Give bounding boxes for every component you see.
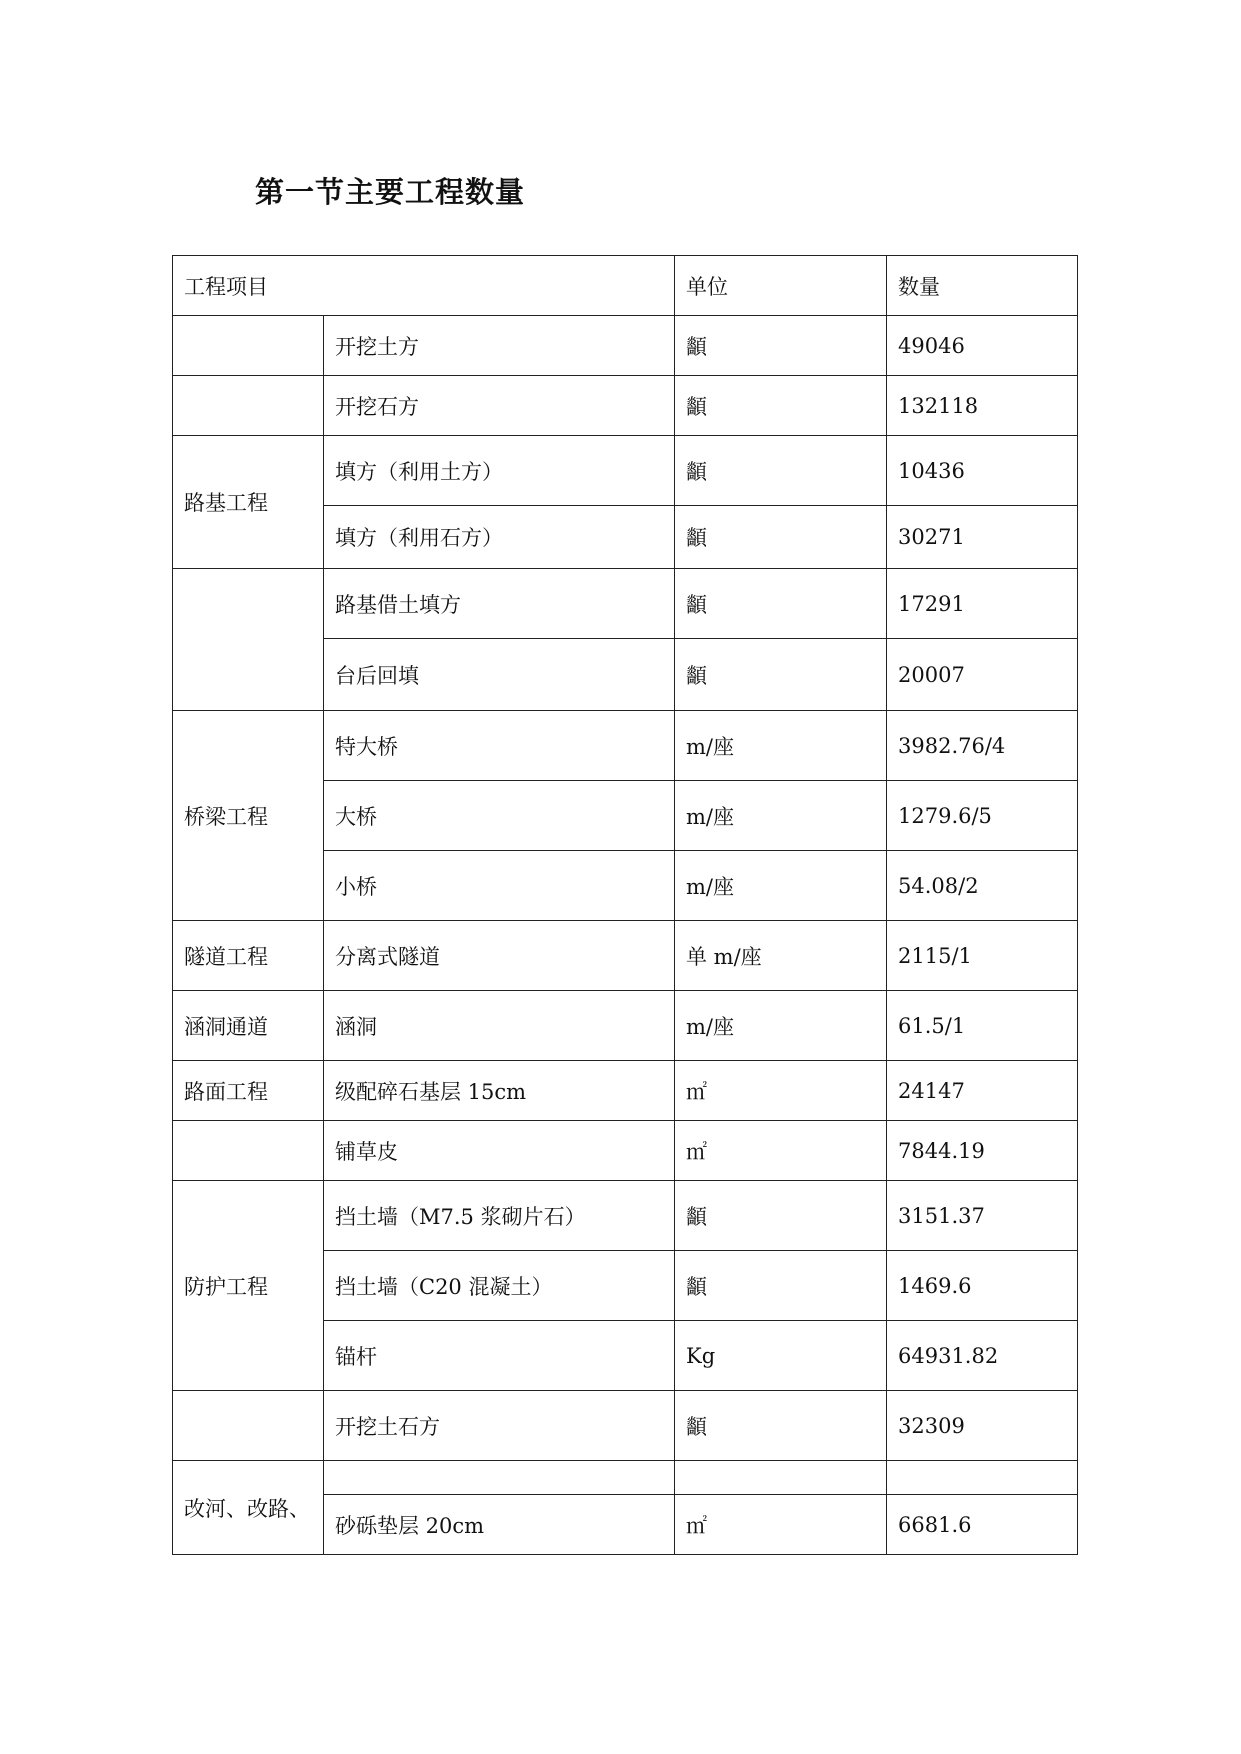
category-cell: 路面工程 bbox=[173, 1061, 324, 1121]
qty-cell: 61.5/1 bbox=[887, 991, 1078, 1061]
table-row bbox=[173, 1181, 1078, 1251]
unit-cell: ㎡ bbox=[675, 1495, 887, 1555]
table-row bbox=[173, 991, 1078, 1061]
item-cell: 开挖土方 bbox=[324, 316, 675, 376]
category-cell: 涵洞通道 bbox=[173, 991, 324, 1061]
category-cell: 桥梁工程 bbox=[173, 711, 324, 921]
unit-cell: m/座 bbox=[675, 781, 887, 851]
item-cell: 砂砾垫层 20cm bbox=[324, 1495, 675, 1555]
qty-cell: 2115/1 bbox=[887, 921, 1078, 991]
item-cell: 大桥 bbox=[324, 781, 675, 851]
qty-cell: 1279.6/5 bbox=[887, 781, 1078, 851]
qty-cell: 7844.19 bbox=[887, 1121, 1078, 1181]
unit-cell: 顲 bbox=[675, 1181, 887, 1251]
table-row bbox=[173, 1461, 1078, 1495]
item-cell: 台后回填 bbox=[324, 639, 675, 711]
unit-cell: 顲 bbox=[675, 569, 887, 639]
qty-cell: 20007 bbox=[887, 639, 1078, 711]
table-row bbox=[173, 711, 1078, 781]
item-cell: 开挖石方 bbox=[324, 376, 675, 436]
unit-cell: 顲 bbox=[675, 1391, 887, 1461]
qty-cell: 49046 bbox=[887, 316, 1078, 376]
item-cell: 分离式隧道 bbox=[324, 921, 675, 991]
qty-cell: 3982.76/4 bbox=[887, 711, 1078, 781]
item-cell bbox=[324, 1461, 675, 1495]
item-cell: 开挖土石方 bbox=[324, 1391, 675, 1461]
qty-cell: 10436 bbox=[887, 436, 1078, 506]
table-header-row bbox=[173, 256, 1078, 316]
unit-cell: 顲 bbox=[675, 1251, 887, 1321]
unit-cell: 顲 bbox=[675, 376, 887, 436]
category-cell: 隧道工程 bbox=[173, 921, 324, 991]
unit-cell: ㎡ bbox=[675, 1061, 887, 1121]
qty-cell: 54.08/2 bbox=[887, 851, 1078, 921]
item-cell: 小桥 bbox=[324, 851, 675, 921]
qty-cell: 30271 bbox=[887, 506, 1078, 569]
qty-cell: 64931.82 bbox=[887, 1321, 1078, 1391]
table-row bbox=[173, 921, 1078, 991]
qty-cell: 17291 bbox=[887, 569, 1078, 639]
table-row bbox=[173, 569, 1078, 639]
unit-cell: m/座 bbox=[675, 851, 887, 921]
qty-cell: 24147 bbox=[887, 1061, 1078, 1121]
header-qty: 数量 bbox=[887, 256, 1078, 316]
unit-cell: m/座 bbox=[675, 711, 887, 781]
unit-cell: 顲 bbox=[675, 316, 887, 376]
qty-cell: 3151.37 bbox=[887, 1181, 1078, 1251]
item-cell: 锚杆 bbox=[324, 1321, 675, 1391]
category-cell bbox=[173, 1391, 324, 1461]
item-cell: 铺草皮 bbox=[324, 1121, 675, 1181]
table-row bbox=[173, 1391, 1078, 1461]
item-cell: 填方（利用石方） bbox=[324, 506, 675, 569]
item-cell: 挡土墙（M7.5 浆砌片石） bbox=[324, 1181, 675, 1251]
unit-cell: 顲 bbox=[675, 506, 887, 569]
table-row bbox=[173, 376, 1078, 436]
item-cell: 填方（利用土方） bbox=[324, 436, 675, 506]
item-cell: 挡土墙（C20 混凝土） bbox=[324, 1251, 675, 1321]
category-cell: 改河、改路、 bbox=[173, 1461, 324, 1555]
item-cell: 特大桥 bbox=[324, 711, 675, 781]
category-cell bbox=[173, 376, 324, 436]
category-cell bbox=[173, 316, 324, 376]
unit-cell: 顲 bbox=[675, 639, 887, 711]
category-cell: 路基工程 bbox=[173, 436, 324, 569]
qty-cell: 132118 bbox=[887, 376, 1078, 436]
unit-cell: ㎡ bbox=[675, 1121, 887, 1181]
quantity-table bbox=[172, 255, 1078, 1555]
page-title: 第一节主要工程数量 bbox=[255, 175, 526, 209]
table-row bbox=[173, 1121, 1078, 1181]
qty-cell bbox=[887, 1461, 1078, 1495]
unit-cell bbox=[675, 1461, 887, 1495]
header-unit: 单位 bbox=[675, 256, 887, 316]
qty-cell: 6681.6 bbox=[887, 1495, 1078, 1555]
unit-cell: 单 m/座 bbox=[675, 921, 887, 991]
unit-cell: m/座 bbox=[675, 991, 887, 1061]
qty-cell: 32309 bbox=[887, 1391, 1078, 1461]
table-row bbox=[173, 436, 1078, 506]
header-item: 工程项目 bbox=[173, 256, 675, 316]
table-row bbox=[173, 1061, 1078, 1121]
category-cell bbox=[173, 569, 324, 711]
unit-cell: 顲 bbox=[675, 436, 887, 506]
item-cell: 涵洞 bbox=[324, 991, 675, 1061]
item-cell: 路基借土填方 bbox=[324, 569, 675, 639]
qty-cell: 1469.6 bbox=[887, 1251, 1078, 1321]
category-cell: 防护工程 bbox=[173, 1181, 324, 1391]
table-row bbox=[173, 316, 1078, 376]
item-cell: 级配碎石基层 15cm bbox=[324, 1061, 675, 1121]
unit-cell: Kg bbox=[675, 1321, 887, 1391]
category-cell bbox=[173, 1121, 324, 1181]
